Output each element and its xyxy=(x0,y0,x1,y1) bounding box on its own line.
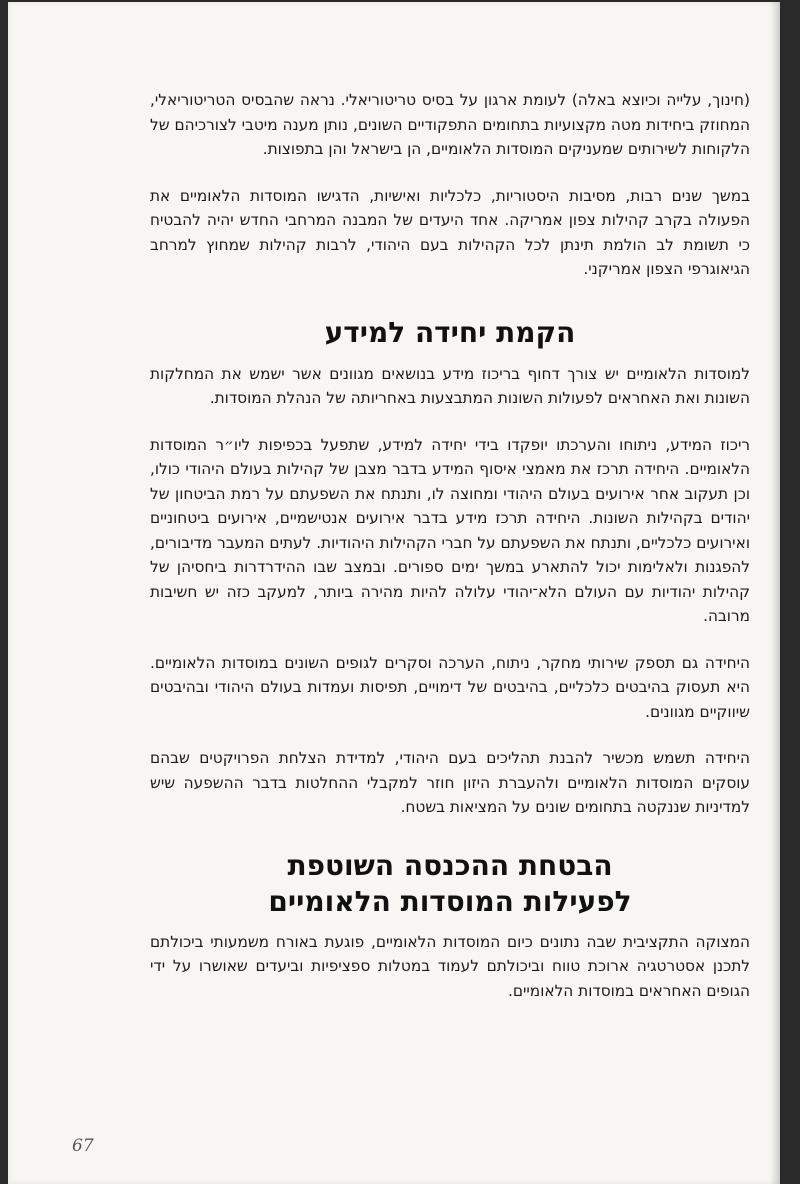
heading-income-security-line1: הבטחת ההכנסה השוטפת xyxy=(287,848,613,882)
page-number: 67 xyxy=(72,1136,94,1156)
heading-income-security xyxy=(150,848,750,920)
document-page xyxy=(8,2,780,1184)
paragraph-information-centralization: ריכוז המידע, ניתוחו והערכתו יופקדו בידי יחידה למידע, שתפעל בכפיפות ליו״ר המוסדות הלאומיים. היחידה תרכז את מאמצי איסוף המידע בדבר מצבן של קהילות בעולם היהודי כולו, וכן תעקוב אחר אירועים בעולם היהודי ומחוצה לו, ותנתח את השפעתם על רמת הביטחון של יהודים בקהילות השונות. היחידה תרכז מידע בדבר אירועים אנטישמיים, אירועים ביטחוניים ואירועים כלכליים, ותנתח את השפעתם על חברי הקהילות היהודיות. לעתים המעבר מדיבורים, להפגנות ולאלימות יכול להתארע במשך ימים ספורים. ובמצב שבו ההידרדרות ביחסיהן של קהילות יהודיות עם העולם הלא־יהודי עלולה להיות מהירה ביותר, למעקב כזה יש חשיבות מרובה. xyxy=(150,435,750,625)
page-content xyxy=(150,88,750,1003)
heading-information-unit: הקמת יחידה למידע xyxy=(324,315,576,349)
page-edge-shadow xyxy=(770,2,780,1184)
heading-income-security-line2: לפעילות המוסדות הלאומיים xyxy=(268,884,632,918)
paragraph-territorial-basis: (חינוך, עלייה וכיוצא באלה) לעומת ארגון על בסיס טריטוריאלי. נראה שהבסיס הטריטוריאלי, המחוזק ביחידות מטה מקצועיות בתחומים התפקודיים השונים, נותן מענה מיטבי לצורכיהם של הלקוחות לשירותים שמעניקים המוסדות הלאומיים, הן בישראל והן בתפוצות. xyxy=(150,91,750,158)
paragraph-north-america-focus: במשך שנים רבות, מסיבות היסטוריות, כלכליות ואישיות, הדגישו המוסדות הלאומיים את הפעולה בקרב קהילות צפון אמריקה. אחד היעדים של המבנה המרחבי החדש יהיה להבטיח כי תשומת לב הולמת תינתן לכל הקהילות בעם היהודי, לרבות קהילות שמחוץ למרחב הגיאוגרפי הצפון אמריקני. xyxy=(150,186,750,278)
paragraph-information-need: למוסדות הלאומיים יש צורך דחוף בריכוז מידע בנושאים מגוונים אשר ישמש את המחלקות השונות ואת האחראים לפעולות השונות המתבצעות באחריותה של הנהלת המוסדות. xyxy=(150,364,750,407)
paragraph-budget-distress: המצוקה התקציבית שבה נתונים כיום המוסדות הלאומיים, פוגעת באורח משמעותי ביכולתם לתכנן אסטרטגיה ארוכת טווח וביכולתם לעמוד במטלות ספציפיות וביעדים שאושרו על ידי הגופים האחראים במוסדות הלאומיים. xyxy=(150,932,750,1000)
paragraph-process-understanding: היחידה תשמש מכשיר להבנת תהליכים בעם היהודי, למדידת הצלחת הפרויקטים שבהם עוסקים המוסדות הלאומיים ולהעברת היזון חוזר למקבלי ההחלטות בדבר ההשפעה שיש למדיניות שננקטה בתחומים שונים על המציאות בשטח. xyxy=(150,749,750,816)
paragraph-research-services: היחידה גם תספק שירותי מחקר, ניתוח, הערכה וסקרים לגופים השונים במוסדות הלאומיים. היא תעסוק בהיבטים כלכליים, בהיבטים של דימויים, תפיסות ועמדות בעולם היהודי ובהיבטים שיווקיים מגוונים. xyxy=(150,653,750,721)
